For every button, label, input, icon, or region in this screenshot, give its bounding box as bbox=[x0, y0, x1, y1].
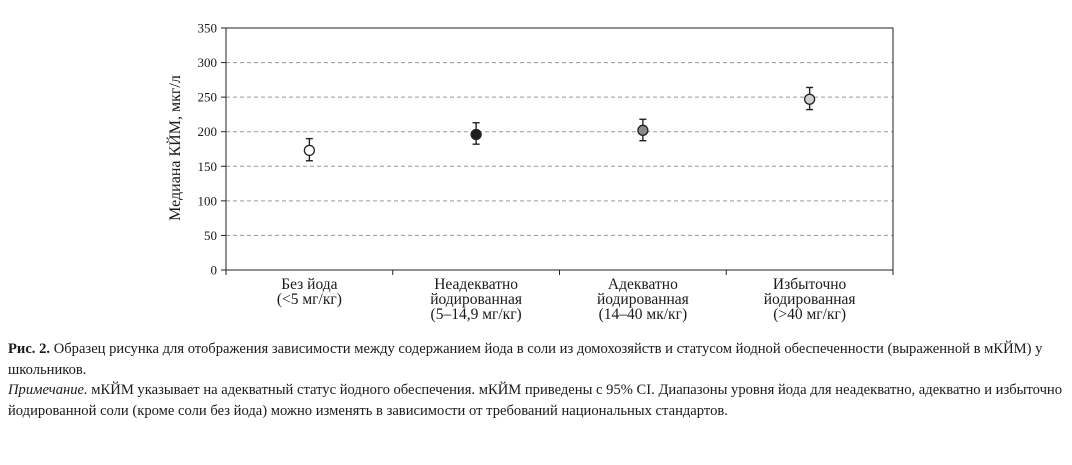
x-tick-label-line: Избыточно bbox=[772, 276, 847, 293]
x-tick-labels bbox=[277, 276, 856, 323]
data-point-0 bbox=[304, 139, 314, 161]
figure-text: Образец рисунка для отображения зависимости между содержанием йода в соли из домохозяйств и статусом йодной обеспеченности (выраженной в мКЙМ) у школьников. bbox=[8, 341, 1043, 378]
data-point-3 bbox=[805, 87, 815, 109]
axes bbox=[221, 28, 893, 275]
note-label: Примечание. bbox=[8, 382, 88, 398]
y-tick-label-50: 50 bbox=[204, 227, 217, 243]
x-tick-label-line: Без йода bbox=[281, 276, 338, 293]
note-text: мКЙМ указывает на адекватный статус йодного обеспечения. мКЙМ приведены с 95% CI. Диапазоны уровня йода для неадекватно, адекватно и избыточно йодированной соли (кроме соли без йода) можно изменять в зависимости от требований национальных стандартов. bbox=[8, 382, 1063, 419]
marker-0 bbox=[304, 145, 314, 155]
x-tick-label-line: (>40 мг/кг) bbox=[773, 306, 847, 323]
y-tick-label-250: 250 bbox=[197, 89, 217, 105]
y-tick-label-100: 100 bbox=[197, 193, 217, 209]
x-tick-label-line: Адекватно bbox=[607, 276, 678, 293]
x-tick-label-3 bbox=[764, 276, 856, 323]
x-tick-label-line: Неадекватно bbox=[434, 276, 519, 293]
x-tick-label-1 bbox=[430, 276, 522, 323]
y-tick-label-350: 350 bbox=[197, 20, 217, 36]
caption-note bbox=[8, 380, 1064, 421]
marker-1 bbox=[471, 129, 481, 139]
marker-3 bbox=[805, 94, 815, 104]
x-tick-label-line: (<5 мг/кг) bbox=[276, 291, 342, 308]
x-tick-label-2 bbox=[597, 276, 689, 323]
data-points bbox=[304, 87, 814, 160]
data-point-1 bbox=[471, 123, 481, 144]
x-tick-label-line: йодированная bbox=[596, 291, 689, 308]
y-axis-label: Медиана КЙМ, мкг/л bbox=[167, 75, 184, 221]
x-tick-label-0 bbox=[277, 276, 342, 308]
figure-caption bbox=[8, 339, 1064, 421]
marker-2 bbox=[638, 125, 648, 135]
y-tick-label-200: 200 bbox=[197, 124, 217, 140]
plot-frame bbox=[226, 28, 893, 270]
x-tick-label-line: йодированная bbox=[430, 291, 523, 308]
figure-label: Рис. 2. bbox=[8, 341, 51, 357]
caption-figure bbox=[8, 339, 1064, 380]
grid-lines bbox=[226, 28, 893, 235]
y-tick-label-150: 150 bbox=[197, 158, 217, 174]
y-tick-label-300: 300 bbox=[197, 55, 217, 71]
data-point-2 bbox=[638, 119, 648, 140]
y-tick-labels bbox=[198, 21, 218, 278]
x-tick-label-line: (5–14,9 мг/кг) bbox=[430, 306, 522, 323]
x-tick-label-line: (14–40 мк/кг) bbox=[598, 306, 688, 323]
y-tick-label-0: 0 bbox=[210, 262, 217, 278]
x-tick-label-line: йодированная bbox=[763, 291, 856, 308]
